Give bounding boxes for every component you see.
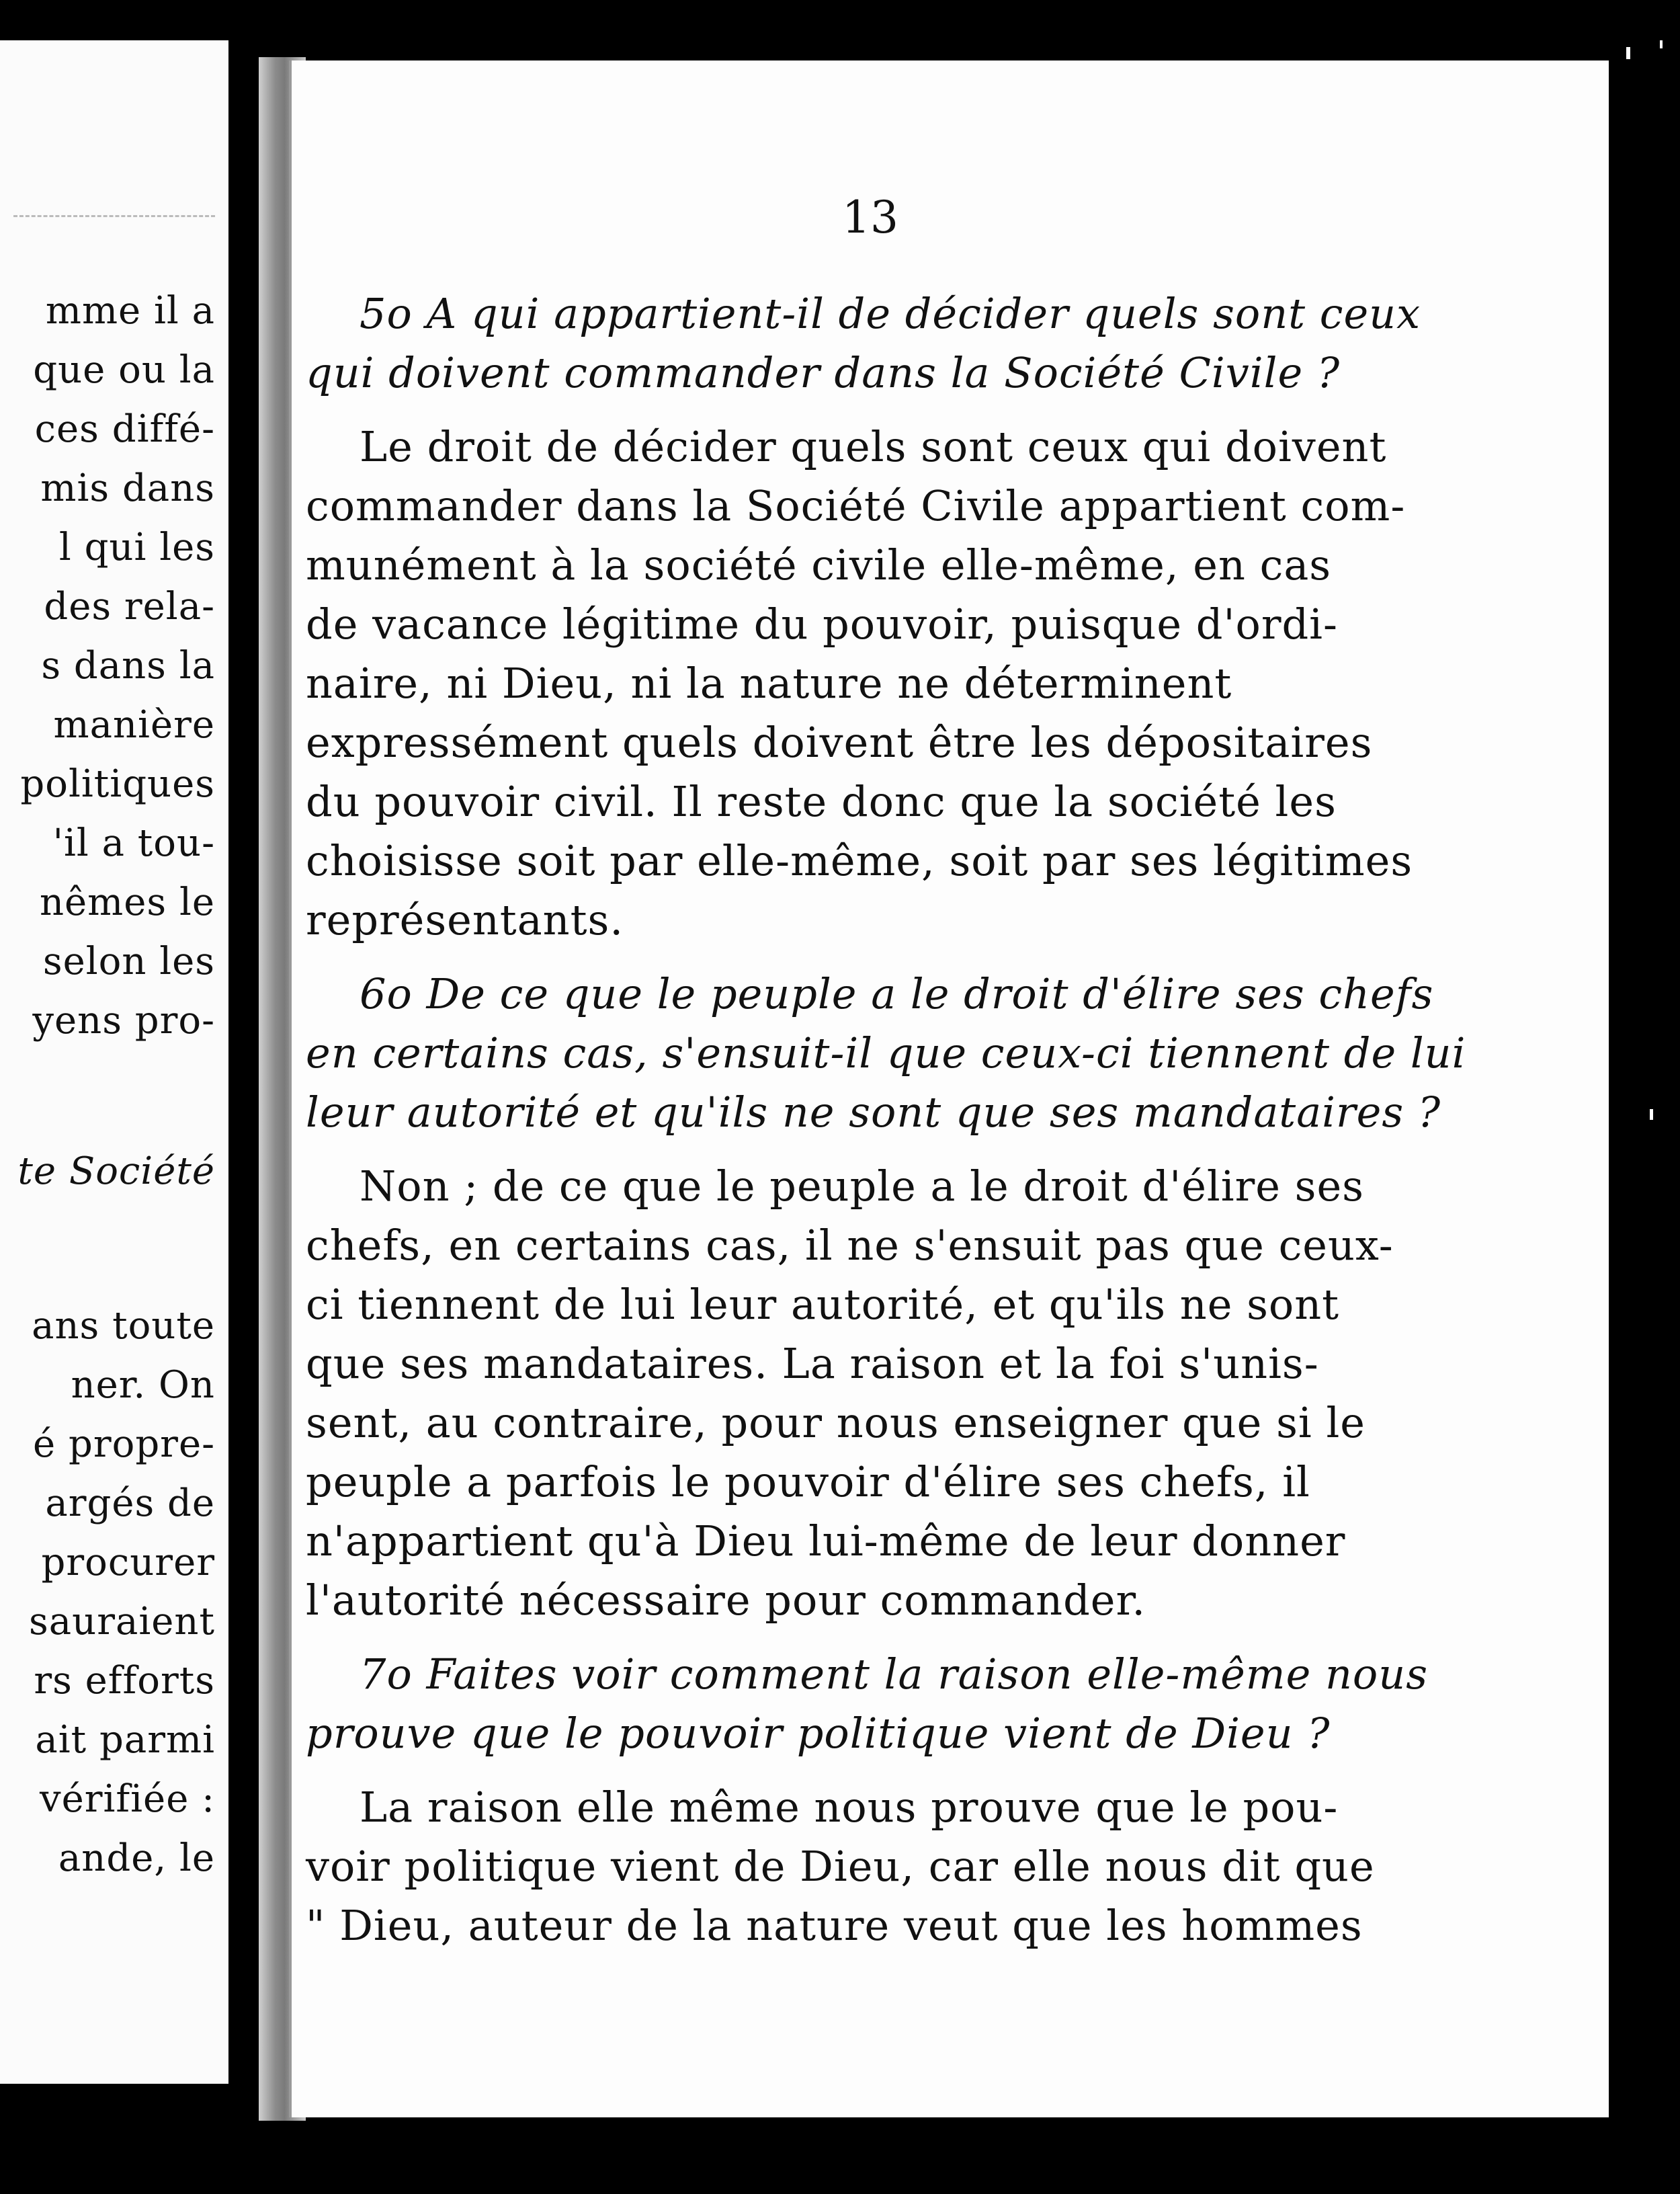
answer-line: n'appartient qu'à Dieu lui-même de leur donner bbox=[306, 1516, 1346, 1566]
left-page-line: manière bbox=[53, 703, 215, 747]
question-line: en certains cas, s'ensuit-il que ceux-ci tiennent de lui bbox=[306, 1028, 1466, 1078]
answer-line: munément à la société civile elle-même, en cas bbox=[306, 540, 1332, 590]
answer-line: choisisse soit par elle-même, soit par ses légitimes bbox=[306, 836, 1413, 885]
answer-line: commander dans la Société Civile appartient com- bbox=[306, 481, 1406, 530]
answer-line: du pouvoir civil. Il reste donc que la société les bbox=[306, 777, 1337, 826]
question-line: prouve que le pouvoir politique vient de Dieu ? bbox=[306, 1709, 1331, 1758]
left-page-line: ner. On bbox=[71, 1363, 215, 1407]
left-page-line: s dans la bbox=[41, 644, 215, 688]
question-line: 5o A qui appartient-il de décider quels sont ceux bbox=[360, 289, 1421, 338]
answer-line: peuple a parfois le pouvoir d'élire ses chefs, il bbox=[306, 1457, 1310, 1506]
answer-line: naire, ni Dieu, ni la nature ne déterminent bbox=[306, 659, 1232, 708]
answer-line: " Dieu, auteur de la nature veut que les hommes bbox=[306, 1901, 1363, 1950]
left-page-line: argés de bbox=[45, 1481, 215, 1525]
left-facing-page bbox=[0, 40, 228, 2084]
question-line: 7o Faites voir comment la raison elle-même nous bbox=[360, 1650, 1429, 1699]
film-mark bbox=[1650, 1109, 1653, 1120]
film-mark bbox=[1660, 40, 1663, 48]
answer-line: représentants. bbox=[306, 895, 624, 944]
left-page-line: ces diffé- bbox=[34, 407, 215, 451]
answer-line: La raison elle même nous prouve que le pou- bbox=[360, 1783, 1339, 1832]
left-page-line: 'il a tou- bbox=[52, 821, 215, 865]
left-page-line: ait parmi bbox=[35, 1718, 215, 1762]
answer-line: ci tiennent de lui leur autorité, et qu'ils ne sont bbox=[306, 1280, 1340, 1329]
answer-line: que ses mandataires. La raison et la foi s'unis- bbox=[306, 1339, 1319, 1388]
left-page-line: rs efforts bbox=[34, 1659, 215, 1703]
left-page-line: que ou la bbox=[33, 348, 215, 392]
left-page-line: l qui les bbox=[58, 526, 215, 569]
left-page-line: sauraient bbox=[29, 1600, 215, 1643]
left-page-line: vérifiée : bbox=[39, 1777, 215, 1821]
question-line: leur autorité et qu'ils ne sont que ses mandataires ? bbox=[306, 1088, 1441, 1137]
answer-line: Non ; de ce que le peuple a le droit d'élire ses bbox=[360, 1162, 1364, 1211]
left-page-line: ans toute bbox=[32, 1304, 215, 1348]
question-line: 6o De ce que le peuple a le droit d'élire ses chefs bbox=[360, 969, 1434, 1018]
answer-line: expressément quels doivent être les dépositaires bbox=[306, 718, 1373, 767]
question-line: qui doivent commander dans la Société Civile ? bbox=[306, 348, 1341, 397]
left-page-line: mis dans bbox=[40, 466, 215, 510]
answer-line: de vacance légitime du pouvoir, puisque d'ordi- bbox=[306, 600, 1338, 649]
left-page-rule bbox=[13, 215, 215, 217]
left-page-line: des rela- bbox=[44, 585, 215, 628]
film-mark bbox=[1626, 47, 1630, 59]
left-page-line: selon les bbox=[42, 940, 215, 983]
answer-line: Le droit de décider quels sont ceux qui doivent bbox=[360, 422, 1387, 471]
left-page-line: yens pro- bbox=[32, 999, 215, 1043]
answer-line: voir politique vient de Dieu, car elle nous dit que bbox=[306, 1842, 1375, 1891]
answer-line: chefs, en certains cas, il ne s'ensuit pas que ceux- bbox=[306, 1221, 1394, 1270]
page-number: 13 bbox=[842, 192, 898, 243]
answer-line: l'autorité nécessaire pour commander. bbox=[306, 1576, 1146, 1625]
left-page-line: nêmes le bbox=[39, 881, 215, 924]
left-page-line: te Société bbox=[17, 1149, 215, 1193]
answer-line: sent, au contraire, pour nous enseigner que si le bbox=[306, 1398, 1366, 1447]
left-page-line: mme il a bbox=[45, 289, 215, 333]
left-page-line: é propre- bbox=[33, 1422, 215, 1466]
left-page-line: procurer bbox=[41, 1541, 215, 1584]
left-page-line: politiques bbox=[20, 762, 215, 806]
left-page-line: ande, le bbox=[58, 1836, 215, 1880]
